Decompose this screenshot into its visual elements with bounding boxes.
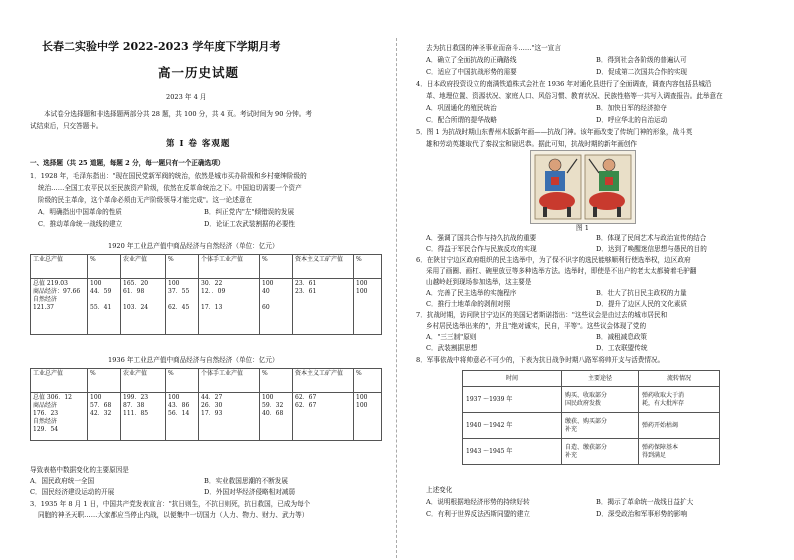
q7-line-1: 7．抗战时期，访问陕甘宁边区的美国记者斯诺指出："这些议会是由过去的城市居民和 xyxy=(416,311,668,319)
table-1936 xyxy=(30,368,382,441)
q3-option-b: B．得到社会各阶级的普遍认可 xyxy=(596,56,687,64)
q2-option-a: A．国民政府统一全国 xyxy=(30,477,95,485)
q2-option-b: B．实业救国思潮的不断发展 xyxy=(204,477,288,485)
q1-option-a: A．明确指出中国革命的性质 xyxy=(38,208,122,216)
q4-option-a: A．巩固通化的殖民统治 xyxy=(426,104,497,112)
t1-cell: 23．61 23．61 xyxy=(293,279,354,335)
q5-option-b: B．体现了民间艺术与政治宣传的结合 xyxy=(596,234,707,242)
q8-cell: 1937 ～1939 年 xyxy=(463,387,562,413)
t2-header: 农业产值 xyxy=(121,369,166,393)
t2-cell: 44．27 26．30 17．93 xyxy=(199,393,260,441)
q6-option-d: D．提升了边区人民的文化素质 xyxy=(596,300,688,308)
q7-option-d: D．工农联盟传统 xyxy=(596,344,648,352)
q2-stem: 导致表格中数据变化的主要原因是 xyxy=(30,466,129,474)
q8-cell: 缴获、购买部分 补充 xyxy=(562,413,639,439)
q6-option-a: A．完善了民主选举的实施程序 xyxy=(426,289,517,297)
q1-option-c: C．推动革命统一战线的建立 xyxy=(38,220,123,228)
figure-caption: 图 1 xyxy=(576,224,589,232)
t2-cell: 100 43．86 56．14 xyxy=(166,393,199,441)
q7-option-c: C．武装割据思想 xyxy=(426,344,478,352)
t2-header: % xyxy=(88,369,121,393)
q5-line-1: 5．图 1 为抗战时期山东曹州木版新年画——抗战门神。该年画改变了传统门神的形象，战斗英 xyxy=(416,128,693,136)
q4-option-d: D．呼应华北的自治运动 xyxy=(596,116,668,124)
q3-option-c: C．适应了中国抗战形势的需要 xyxy=(426,68,517,76)
t2-cell: 100 57．68 42．32 xyxy=(88,393,121,441)
part-heading: 一、选择题（共 25 道题，每题 2 分，每一题只有一个正确选项） xyxy=(30,159,225,167)
q5-option-d: D．达到了唤醒迷信思想与愚民的目的 xyxy=(596,245,707,253)
q3-option-d: D．促成第二次国共合作的实现 xyxy=(596,68,688,76)
q1-option-d: D．论证工农武装割据的必要性 xyxy=(204,220,296,228)
q5-option-c: C．得益于军民合作与民族反攻的实现 xyxy=(426,245,537,253)
t2-header: % xyxy=(166,369,199,393)
q8-summary: 上述变化 xyxy=(426,486,453,494)
t1-header: % xyxy=(166,255,199,279)
q8-table xyxy=(462,370,720,465)
t1-header: 工业总产值 xyxy=(31,255,88,279)
t2-cell: 100 100 xyxy=(354,393,382,441)
q8-option-c: C．有利于世界反法西斯同盟的建立 xyxy=(426,510,530,518)
q8-option-b: B．揭示了革命统一战线日益扩大 xyxy=(596,498,694,506)
table-1920 xyxy=(30,254,382,335)
door-god-right xyxy=(585,155,631,219)
q7-option-a: A．"三三制"原则 xyxy=(426,333,477,341)
t1-cell: 100 44．59 55．41 xyxy=(88,279,121,335)
table2-caption: 1936 年工业总产值中商品经济与自然经济（单位：亿元） xyxy=(108,356,279,364)
t1-cell: 100 40 60 xyxy=(260,279,293,335)
q8-option-d: D．深受政治和军事形势的影响 xyxy=(596,510,688,518)
t2-cell: 199．23 87．38 111．85 xyxy=(121,393,166,441)
t1-header: 资本主义工矿产值 xyxy=(293,255,354,279)
q3-option-a: A．确立了全面抗战的正确路线 xyxy=(426,56,517,64)
t2-header: 个体手工业产值 xyxy=(199,369,260,393)
t1-cell: 总值 219.03 商品经济：97.66 自然经济 121.37 xyxy=(31,279,88,335)
q4-line-1: 4．日本政府投资设立的南满铁道株式会社在 1936 年对通化县进行了全面调查，调查内容包括县城沿 xyxy=(416,80,712,88)
q8-cell: 弹药收取大于消 耗，有大批库存 xyxy=(639,387,720,413)
q3-line-3: 去为抗日救国的神圣事业而奋斗……"这一宣言 xyxy=(426,44,561,52)
q8-option-a: A．说明根据地经济形势的持续好转 xyxy=(426,498,530,506)
q1-line-2: 统治……全国工农平民以至民族资产阶级，依然在反革命统治之下。中国迫切需要一个资产 xyxy=(38,184,302,192)
q3-line-2: 同胞的神圣天职……大家都应当停止内战，以便集中一切国力（人力、物力、财力、武力等） xyxy=(38,511,309,519)
q8-cell: 1943 ～1945 年 xyxy=(463,439,562,465)
door-god-woodblock-image xyxy=(530,150,636,224)
section-heading: 第 I 卷 客观题 xyxy=(166,139,231,149)
q8-line-1: 8．军事依战中将帅意必不可少的，下表为抗日战争时期八路军将帅开支与活费情况。 xyxy=(416,356,665,364)
q5-line-2: 雄和劳动英雄取代了秦叔宝和尉迟恭。据此可知，抗战时期的新年画创作 xyxy=(426,140,637,148)
q4-line-2: 革、地理位置、资源状况、家庭人口、风俗习惯、教育状况、民族性格等一共写入调查报告。此举意在 xyxy=(426,92,723,100)
q8-cell: 1940 ～1942 年 xyxy=(463,413,562,439)
t1-header: % xyxy=(354,255,382,279)
t2-header: % xyxy=(260,369,293,393)
q8-cell: 弹药保障基本 得到满足 xyxy=(639,439,720,465)
q8-header: 主要途径 xyxy=(562,371,639,387)
q6-line-3: 山越岭赶到现场参加选举，这主要是 xyxy=(426,278,532,286)
t2-cell: 62．67 62．67 xyxy=(293,393,354,441)
t1-header: 个体手工业产值 xyxy=(199,255,260,279)
t2-cell: 总值 306．12 商品经济 176．23 自然经济 129．54 xyxy=(31,393,88,441)
q8-cell: 购买、收取部分 国民政府发拨 xyxy=(562,387,639,413)
q8-header: 流转情况 xyxy=(639,371,720,387)
q8-cell: 自造、缴获部分 补充 xyxy=(562,439,639,465)
t1-cell: 30．22 12．．09 17．13 xyxy=(199,279,260,335)
t2-header: % xyxy=(354,369,382,393)
t2-cell: 100 59．32 40．68 xyxy=(260,393,293,441)
t2-header: 资本主义工矿产值 xyxy=(293,369,354,393)
q4-option-b: B．加快日军的经济掠夺 xyxy=(596,104,667,112)
exam-date: 2023 年 4 月 xyxy=(166,93,207,101)
exam-subject-title: 高一历史试题 xyxy=(158,65,240,80)
t1-header: 农业产值 xyxy=(121,255,166,279)
table1-caption: 1920 年工业总产值中商品经济与自然经济（单位：亿元） xyxy=(108,242,279,250)
exam-school-title: 长春二实验中学 2022-2023 学年度下学期月考 xyxy=(42,40,281,53)
q3-line-1: 3．1935 年 8 月 1 日，中国共产党发表宣言："抗日则生，不抗日则死，抗日救国，已成为每个 xyxy=(30,500,311,508)
q6-line-1: 6．在陕甘宁边区政府组织的民主选举中，为了保不识字的选民能够顺利行使选举权，边区政府 xyxy=(416,256,691,264)
q8-header: 时间 xyxy=(463,371,562,387)
t1-header: % xyxy=(88,255,121,279)
q4-option-c: C．配合所谓的提华战略 xyxy=(426,116,497,124)
q1-line-3: 阶级的民主革命，这个革命必须由无产阶级领导才能完成"。这一论述意在 xyxy=(38,196,253,204)
column-divider xyxy=(396,38,397,558)
q8-cell: 弹药开始枯竭 xyxy=(639,413,720,439)
t2-header: 工业总产值 xyxy=(31,369,88,393)
q1-option-b: B．纠正党内"左"倾错误的发展 xyxy=(204,208,295,216)
q7-line-2: 乡村居民选举出来的"，并且"绝对诚实，民自，平等"。这些议会体现了党的 xyxy=(426,322,647,330)
q1-line-1: 1．1928 年，毛泽东指出："现在国民党新军阀的统治，依然是城市买办阶级和乡村豪绅阶级的 xyxy=(30,172,307,180)
q6-line-2: 采用了画圈、画杠、碗里放豆等多种选举方法。选举时，即使是不出户的老太太都骑着毛驴翻 xyxy=(426,267,697,275)
t1-cell: 165．20 61．98 103．24 xyxy=(121,279,166,335)
intro-line-2: 试结束后，只交答题卡。 xyxy=(30,122,103,130)
t1-cell: 100 100 xyxy=(354,279,382,335)
q6-option-c: C．推行土地革命的剥削对照 xyxy=(426,300,511,308)
q7-option-b: B．减租减息政策 xyxy=(596,333,648,341)
q2-option-c: C．国民经济建设运动的开展 xyxy=(30,488,115,496)
intro-line-1: 本试卷分选择题和非选择题两部分共 28 题，共 100 分，共 4 页。考试时间为 90 分钟。考 xyxy=(44,110,312,118)
door-god-left xyxy=(535,155,581,219)
t1-header: % xyxy=(260,255,293,279)
q2-option-d: D．外国对华经济侵略相对减弱 xyxy=(204,488,296,496)
q6-option-b: B．壮大了抗日民主政权的力量 xyxy=(596,289,687,297)
t1-cell: 100 37．55 62．45 xyxy=(166,279,199,335)
q5-option-a: A．强调了国共合作与持久抗战的重要 xyxy=(426,234,537,242)
